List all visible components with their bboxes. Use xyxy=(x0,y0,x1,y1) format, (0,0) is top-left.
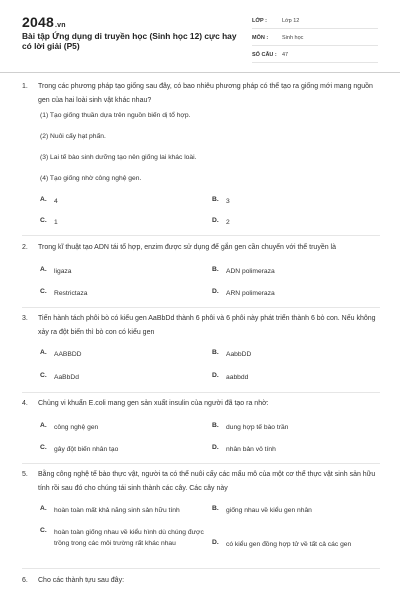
option-letter: B. xyxy=(212,422,219,429)
question-number: 6. xyxy=(22,577,28,584)
option-text: 4 xyxy=(54,198,58,205)
meta-row-count xyxy=(252,48,378,63)
divider xyxy=(22,392,380,393)
option-text: Restrictaza xyxy=(54,290,88,297)
question-number: 2. xyxy=(22,244,28,251)
question-3 xyxy=(22,312,380,340)
question-1 xyxy=(22,80,380,108)
option-b[interactable] xyxy=(212,505,377,516)
question-4 xyxy=(22,397,380,411)
option-text: ligaza xyxy=(54,268,72,275)
option-letter: A. xyxy=(40,505,47,512)
question-text: Tiến hành tách phôi bò có kiểu gen AaBbDd thành 6 phôi và 6 phôi này phát triển thành 6 bò con. Nếu không xảy ra đột biến thì bò con có kiểu gen xyxy=(38,315,376,336)
meta-table xyxy=(252,14,378,65)
option-letter: D. xyxy=(212,372,219,379)
option-a[interactable] xyxy=(40,349,82,360)
option-letter: D. xyxy=(212,288,219,295)
site-logo[interactable] xyxy=(22,14,66,30)
option-letter: C. xyxy=(40,288,47,295)
option-a[interactable] xyxy=(40,266,71,277)
option-d[interactable] xyxy=(212,444,276,455)
option-a[interactable] xyxy=(40,505,208,516)
option-b[interactable] xyxy=(212,422,288,433)
statement: (4) Tạo giống nhờ công nghệ gen. xyxy=(40,175,142,182)
option-c[interactable] xyxy=(40,527,210,549)
question-number: 3. xyxy=(22,315,28,322)
option-c[interactable] xyxy=(40,288,87,299)
meta-value: Lớp 12 xyxy=(282,18,300,24)
statement: (2) Nuôi cấy hạt phấn. xyxy=(40,133,106,140)
option-text: dung hợp tế bào trần xyxy=(226,424,289,431)
question-text: Bằng công nghệ tế bào thực vật, người ta có thể nuôi cấy các mẩu mô của một cơ thể thực vật sinh sản hữu tính rồi sau đó cho chúng tái sinh thành các cây. Các cây này xyxy=(38,471,376,492)
header xyxy=(0,0,400,73)
question-text: Chủng vi khuẩn E.coli mang gen sản xuất insulin của người đã tạo ra nhờ: xyxy=(38,400,269,407)
question-text: Trong kĩ thuật tạo ADN tái tổ hợp, enzim được sử dụng để gắn gen cần chuyển với thể truyền là xyxy=(38,244,336,251)
question-text: Cho các thành tựu sau đây: xyxy=(38,577,125,584)
question-2 xyxy=(22,241,380,255)
page-title: Bài tập Ứng dụng di truyền học (Sinh học 12) cực hay có lời giải (P5) xyxy=(22,31,237,51)
option-text: AaBbDd xyxy=(54,374,79,381)
option-letter: D. xyxy=(212,539,219,546)
option-letter: A. xyxy=(40,266,47,273)
option-letter: C. xyxy=(40,444,47,451)
option-text: AABBDD xyxy=(54,351,82,358)
option-text: 2 xyxy=(226,219,230,226)
divider xyxy=(22,568,380,569)
option-text: ADN polimeraza xyxy=(226,268,275,275)
question-number: 1. xyxy=(22,83,28,90)
option-b[interactable] xyxy=(212,266,275,277)
option-text: giống nhau về kiểu gen nhân xyxy=(226,507,312,514)
option-text: hoàn toàn mất khả năng sinh sản hữu tính xyxy=(54,507,180,514)
question-text: Trong các phương pháp tạo giống sau đây, có bao nhiêu phương pháp có thể tạo ra giống mới mang nguồn gen của hai loài sinh vật khác nhau? xyxy=(38,83,373,104)
option-letter: C. xyxy=(40,372,47,379)
option-d[interactable] xyxy=(212,539,377,550)
option-letter: B. xyxy=(212,266,219,273)
option-text: công nghệ gen xyxy=(54,424,99,431)
option-b[interactable] xyxy=(212,349,251,360)
question-number: 4. xyxy=(22,400,28,407)
option-d[interactable] xyxy=(212,288,275,299)
option-letter: A. xyxy=(40,196,47,203)
logo-text: 2048 xyxy=(22,14,54,30)
statement: (1) Tạo giống thuần dựa trên nguồn biến dị tổ hợp. xyxy=(40,112,191,119)
option-text: nhân bản vô tính xyxy=(226,446,276,453)
meta-row-class xyxy=(252,14,378,29)
divider xyxy=(22,235,380,236)
logo-suffix: .vn xyxy=(54,22,66,29)
option-letter: C. xyxy=(40,217,47,224)
option-text: AabbDD xyxy=(226,351,252,358)
option-d[interactable] xyxy=(212,217,230,228)
meta-value: Sinh học xyxy=(282,35,304,41)
option-text: 1 xyxy=(54,219,58,226)
option-letter: A. xyxy=(40,349,47,356)
meta-key: SỐ CÂU : xyxy=(252,52,277,58)
option-text: có kiểu gen đồng hợp tử về tất cả các gen xyxy=(226,541,352,548)
meta-value: 47 xyxy=(282,52,289,58)
option-c[interactable] xyxy=(40,372,79,383)
option-a[interactable] xyxy=(40,196,58,207)
option-letter: C. xyxy=(40,527,47,534)
divider xyxy=(22,307,380,308)
option-b[interactable] xyxy=(212,196,230,207)
option-letter: D. xyxy=(212,217,219,224)
option-text: aabbdd xyxy=(226,374,249,381)
option-c[interactable] xyxy=(40,444,118,455)
option-text: gây đột biến nhân tạo xyxy=(54,446,119,453)
option-c[interactable] xyxy=(40,217,58,228)
option-text: hoàn toàn giống nhau về kiểu hình dù chúng được trồng trong các môi trường rất khác nhau xyxy=(54,529,204,547)
statement: (3) Lai tế bào sinh dưỡng tạo nên giống lai khác loài. xyxy=(40,154,197,161)
question-6 xyxy=(22,574,380,588)
option-d[interactable] xyxy=(212,372,248,383)
meta-key: MÔN : xyxy=(252,35,269,41)
option-letter: B. xyxy=(212,196,219,203)
option-a[interactable] xyxy=(40,422,98,433)
meta-key: LỚP : xyxy=(252,18,267,24)
option-letter: D. xyxy=(212,444,219,451)
option-letter: B. xyxy=(212,349,219,356)
option-letter: B. xyxy=(212,505,219,512)
option-text: ARN polimeraza xyxy=(226,290,275,297)
meta-row-subject xyxy=(252,31,378,46)
question-5 xyxy=(22,468,380,496)
option-text: 3 xyxy=(226,198,230,205)
option-letter: A. xyxy=(40,422,47,429)
question-number: 5. xyxy=(22,471,28,478)
divider xyxy=(22,463,380,464)
